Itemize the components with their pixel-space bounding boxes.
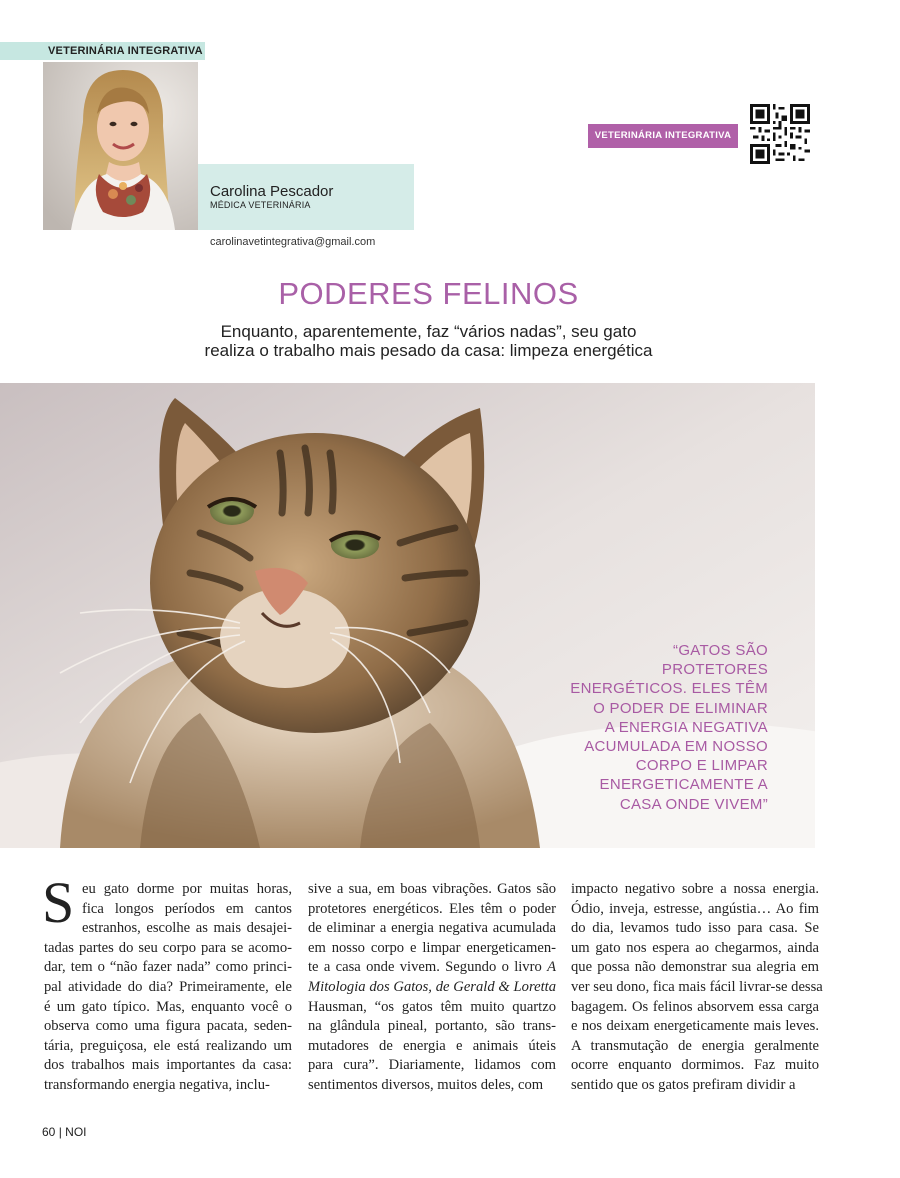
pull-quote — [560, 641, 768, 814]
pull-quote-line: CASA ONDE VIVEM” — [619, 795, 768, 813]
body-line: dar, tem o “não fazer nada” como princi- — [44, 959, 292, 976]
body-line: tadas partes do seu corpo para se acomo- — [44, 939, 292, 956]
body-line: de eliminar a energia negativa acumulada — [308, 920, 556, 937]
qr-code-icon[interactable] — [750, 104, 810, 164]
body-column-1 — [44, 880, 292, 1096]
body-line: tária, preguiçosa, ele está realizando um — [44, 1037, 292, 1054]
body-line: e nos deixam energeticamente mais leves. — [571, 1018, 819, 1035]
body-line: do dia, levamos tudo isso para casa. Se — [571, 920, 819, 937]
section-label: VETERINÁRIA INTEGRATIVA — [48, 45, 203, 57]
article-title: PODERES FELINOS — [278, 276, 579, 311]
body-line: sentido que os gatos prefiram dividir a — [571, 1076, 796, 1093]
magazine-name: NOI — [65, 1125, 87, 1139]
body-line: pal atividade do dia? Primeiramente, ele — [44, 978, 292, 995]
body-line: sive a sua, em boas vibrações. Gatos são — [308, 881, 556, 897]
section-tag-badge: VETERINÁRIA INTEGRATIVA — [588, 124, 738, 148]
body-line: na glândula pineal, portanto, são trans- — [308, 1018, 556, 1035]
pull-quote-line: “GATOS SÃO — [673, 642, 768, 659]
folio-separator: | — [58, 1125, 62, 1139]
pull-quote-line: A ENERGIA NEGATIVA — [604, 718, 768, 736]
body-line: A transmutação de energia geralmente — [571, 1037, 819, 1054]
body-line: ver seu dono, fica mais fácil livrar-se dessa — [571, 978, 823, 995]
pull-quote-line: ACUMULADA EM NOSSO — [584, 738, 768, 756]
subtitle-line: realiza o trabalho mais pesado da casa: limpeza energética — [204, 341, 653, 360]
body-line: para cura”. Diariamente, lidamos com — [308, 1057, 556, 1074]
body-line: protetores energéticos. Eles têm o poder — [308, 900, 556, 917]
body-line: fica longos períodos em cantos — [82, 900, 292, 917]
pull-quote-line: ENERGÉTICOS. ELES TÊM — [570, 680, 768, 698]
body-line: Mitologia dos Gatos, de Gerald & Loretta — [308, 978, 556, 995]
drop-cap: S — [42, 870, 75, 935]
body-line: estranhos, escolhe as mais desajei- — [82, 920, 292, 937]
pull-quote-line: ENERGETICAMENTE A — [599, 776, 768, 794]
body-line: impacto negativo sobre a nossa energia. — [571, 881, 819, 897]
body-line: um gato nos espera ao chegarmos, ainda — [571, 939, 819, 956]
body-line: transformando energia negativa, inclu- — [44, 1076, 270, 1093]
author-name: Carolina Pescador — [210, 183, 334, 200]
body-line: que possa não demonstrar sua alegria em — [571, 959, 819, 976]
body-line: observa como uma figura pacata, seden- — [44, 1018, 292, 1035]
body-line: sentimentos diversos, muitos deles, com — [308, 1076, 544, 1093]
body-line: dos trabalhos mais importantes da casa: — [44, 1057, 292, 1074]
body-line: ocorre enquanto dormimos. Faz muito — [571, 1057, 819, 1074]
pull-quote-line: O PODER DE ELIMINAR — [593, 699, 768, 717]
body-line: é um gato típico. Mas, enquanto você o — [44, 998, 292, 1015]
page-folio — [42, 1125, 87, 1139]
pull-quote-line: CORPO E LIMPAR — [635, 757, 768, 775]
body-column-2 — [308, 880, 556, 1096]
author-email[interactable]: carolinavetintegrativa@gmail.com — [210, 236, 376, 248]
body-line: eu gato dorme por muitas horas, — [82, 881, 292, 897]
body-column-3 — [571, 880, 823, 1096]
author-portrait-illustration — [43, 62, 198, 230]
author-role: MÉDICA VETERINÁRIA — [210, 200, 311, 210]
body-line: te a casa onde vivem. Segundo o livro A — [308, 959, 557, 976]
subtitle-line: Enquanto, aparentemente, faz “vários nadas”, seu gato — [220, 322, 637, 341]
body-line: Hausman, “os gatos têm muito quartzo — [308, 998, 556, 1015]
body-line: bagagem. Os felinos absorvem essa carga — [571, 998, 819, 1015]
author-photo — [43, 62, 198, 230]
article-subtitle — [0, 322, 857, 360]
body-line: mutadores de energia e animais úteis — [308, 1037, 556, 1054]
page-number: 60 — [42, 1125, 56, 1139]
pull-quote-line: PROTETORES — [661, 661, 768, 679]
body-line: em nosso corpo e limpar energeticamen- — [308, 939, 556, 956]
body-line: Ódio, inveja, estresse, angústia… Ao fim — [571, 900, 819, 917]
